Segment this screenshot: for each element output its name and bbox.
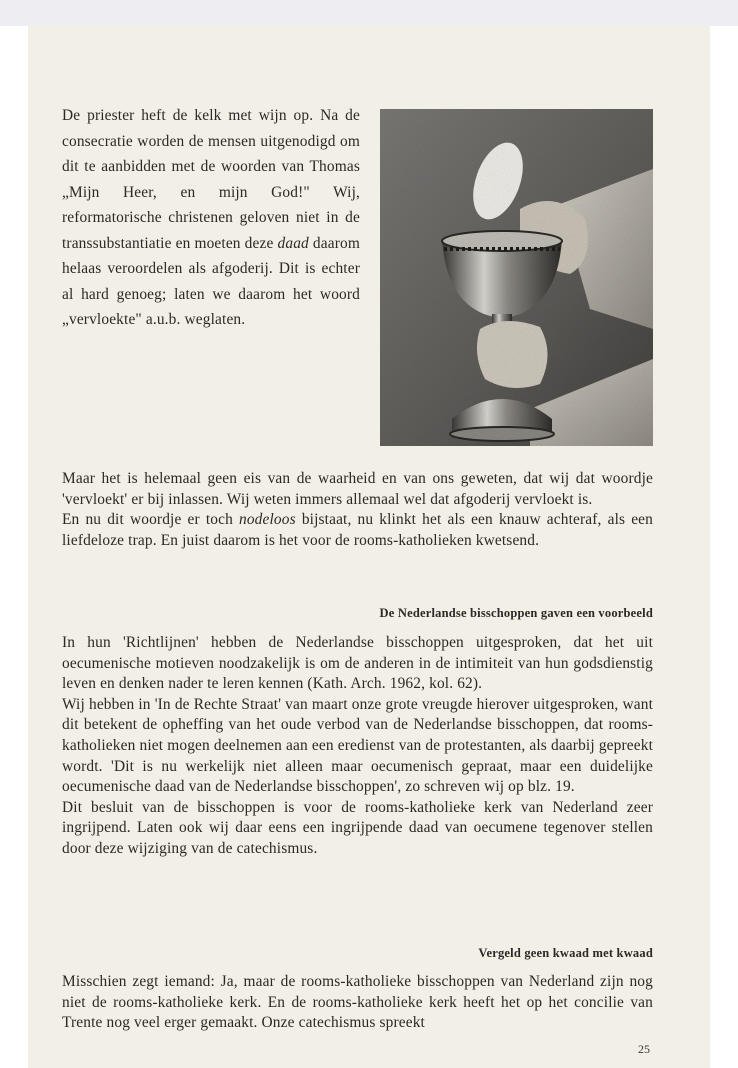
section-heading: De Nederlandse bisschoppen gaven een voorbeeld bbox=[379, 606, 653, 620]
intro-paragraph: De priester heft de kelk met wijn op. Na de consecratie worden de mensen uitgenodigd om dit te aanbidden met de woorden van Thomas „Mijn Heer, en mijn God!" Wij, reformatorische christenen geloven niet in de transsubstantiatie en moeten deze daad daarom helaas veroordelen als afgoderij. Dit is echter al hard genoeg; laten we daarom het woord „vervloekte" a.u.b. weglaten. bbox=[62, 107, 360, 328]
emphasis-daad: daad bbox=[277, 234, 309, 252]
paragraph: Misschien zegt iemand: Ja, maar de rooms-katholieke bisschoppen van Nederland zijn nog niet de rooms-katholieke kerk. En de rooms-katholieke kerk heeft het op het concilie van Trente nog veel erger gemaakt. Onze catechismus spreekt bbox=[62, 973, 653, 1032]
paragraph: Wij hebben in 'In de Rechte Straat' van maart onze grote vreugde hierover uitgesproken, want dit betekent de opheffing van het oude verbod van de Nederlandse bisschoppen, dat rooms-katholieken niet mogen deelnemen aan een eredienst van de protestanten, als daarbij gepreekt wordt. 'Dit is nu werkelijk niet alleen maar oecumenisch gepraat, maar een duidelijke oecumenische daad van de Nederlandse bisschoppen', zo schreven wij op blz. 19. bbox=[62, 695, 653, 796]
viewer-top-bar bbox=[0, 0, 738, 26]
page-number: 25 bbox=[638, 1042, 650, 1056]
body-section-2 bbox=[62, 633, 653, 860]
paragraph: Dit besluit van de bisschoppen is voor de rooms-katholieke kerk van Nederland zeer ingrijpend. Laten ook wij daar eens een ingrijpende daad van oecumene tegenover stellen door deze wijziging van de catechismus. bbox=[62, 798, 653, 857]
paragraph: Maar het is helemaal geen eis van de waarheid en van ons geweten, dat wij dat woordje 'vervloekt' er bij inlassen. Wij weten immers allemaal wel dat afgoderij vervloekt is. bbox=[62, 470, 653, 508]
emphasis-nodeloos: nodeloos bbox=[238, 511, 296, 529]
body-section-3 bbox=[62, 972, 653, 1034]
body-section-1 bbox=[62, 469, 653, 551]
chalice-photo bbox=[380, 109, 653, 446]
paragraph: In hun 'Richtlijnen' hebben de Nederlandse bisschoppen uitgesproken, dat het uit oecumenische motieven noodzakelijk is om de anderen in de intimiteit van hun godsdienstig leven en denken nader te leren kennen (Kath. Arch. 1962, kol. 62). bbox=[62, 634, 653, 693]
paragraph: En nu dit woordje er toch nodeloos bijstaat, nu klinkt het als een knauw achteraf, als een liefdeloze trap. En juist daarom is het voor de rooms-katholieken kwetsend. bbox=[62, 511, 653, 549]
section-heading: Vergeld geen kwaad met kwaad bbox=[478, 946, 653, 960]
